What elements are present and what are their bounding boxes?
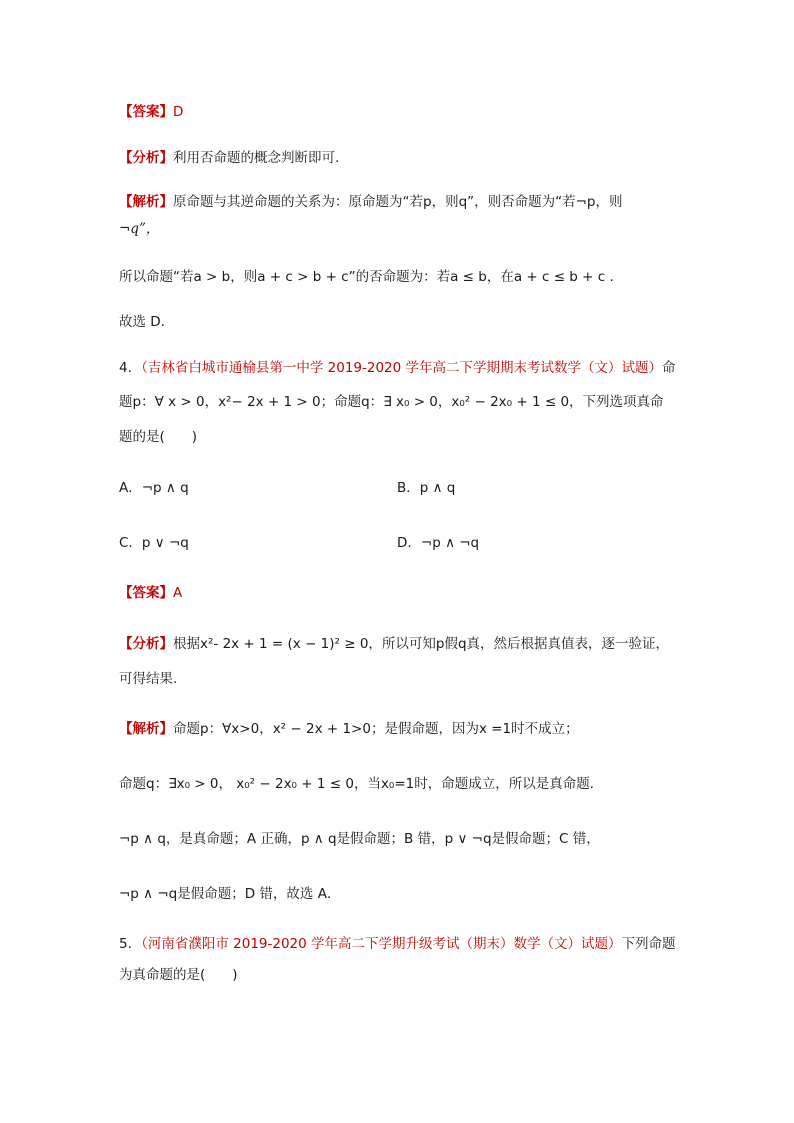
- q4-solution-line-4: [119, 885, 676, 903]
- q4-stem-line-1: [119, 359, 676, 377]
- solution-text: ¬q”，: [119, 221, 160, 237]
- conclusion-text: 故选 D.: [119, 314, 165, 330]
- q3-solution-line-2: [119, 220, 676, 238]
- solution-text: 所以命题“若a > b，则a + c > b + c”的否命题为：若a ≤ b，在a + c ≤ b + c .: [119, 269, 614, 285]
- option-a: [119, 479, 189, 497]
- solution-tag: 【解析】: [119, 721, 173, 737]
- analysis-text: 根据x²- 2x + 1 = (x − 1)² ≥ 0，所以可知p假q真，然后根据真值表，逐一验证，: [173, 636, 670, 652]
- analysis-tag: 【分析】: [119, 150, 173, 166]
- option-c: [119, 534, 189, 552]
- q4-solution-line-3: [119, 830, 676, 848]
- question-stem: 为真命题的是( ): [119, 967, 238, 983]
- solution-text: ¬p ∧ q，是真命题；A 正确，p ∧ q是假命题；B 错，p ∨ ¬q是假命题；C 错，: [119, 831, 600, 847]
- q4-analysis-line-1: [119, 635, 676, 653]
- solution-tag: 【解析】: [119, 194, 173, 210]
- answer-tag: 【答案】: [119, 585, 173, 601]
- question-stem: 题的是( ): [119, 429, 198, 445]
- answer-value: D: [173, 104, 184, 120]
- q3-analysis-line: [119, 149, 676, 167]
- question-source: （吉林省白城市通榆县第一中学 2019-2020 学年高二下学期期末考试数学（文）试题）: [141, 360, 663, 376]
- answer-value: A: [173, 585, 183, 601]
- q4-analysis-line-2: [119, 670, 676, 688]
- option-a-text: A．¬p ∧ q: [119, 480, 189, 496]
- q4-stem-line-3: [119, 428, 676, 446]
- question-source: （河南省濮阳市 2019-2020 学年高二下学期升级考试（期末）数学（文）试题）: [141, 936, 622, 952]
- q3-solution-line-1: [119, 193, 676, 211]
- question-number: 5．: [119, 936, 142, 952]
- q4-stem-line-2: [119, 393, 676, 411]
- q5-stem-line-1: [119, 935, 676, 953]
- option-b-text: B．p ∧ q: [397, 480, 456, 496]
- solution-text: 命题q：∃x₀ > 0， x₀² − 2x₀ + 1 ≤ 0，当x₀=1时，命题成立，所以是真命题．: [119, 776, 604, 792]
- q3-answer-line: [119, 103, 676, 121]
- q3-solution-line-3: [119, 268, 676, 286]
- option-d-text: D．¬p ∧ ¬q: [397, 535, 480, 551]
- question-stem: 题p：∀ x > 0，x²− 2x + 1 > 0；命题q：∃ x₀ > 0，x₀² − 2x₀ + 1 ≤ 0，下列选项真命: [119, 394, 664, 410]
- question-stem: 下列命题: [621, 936, 676, 952]
- option-d: [397, 534, 479, 552]
- option-b: [397, 479, 455, 497]
- q3-conclusion: [119, 313, 676, 331]
- solution-text: 原命题与其逆命题的关系为：原命题为“若p，则q”，则否命题为“若¬p，则: [173, 194, 623, 210]
- q5-stem-line-2: [119, 966, 676, 984]
- analysis-text: 可得结果.: [119, 671, 178, 687]
- solution-text: 命题p：∀x>0，x² − 2x + 1>0；是假命题，因为x =1时不成立；: [173, 721, 579, 737]
- answer-tag: 【答案】: [119, 104, 173, 120]
- option-c-text: C．p ∨ ¬q: [119, 535, 189, 551]
- analysis-text: 利用否命题的概念判断即可.: [173, 150, 340, 166]
- question-stem: 命: [662, 360, 676, 376]
- q4-solution-line-2: [119, 775, 676, 793]
- analysis-tag: 【分析】: [119, 636, 173, 652]
- q4-solution-line-1: [119, 720, 676, 738]
- question-number: 4．: [119, 360, 142, 376]
- q4-answer-line: [119, 584, 676, 602]
- solution-text: ¬p ∧ ¬q是假命题；D 错，故选 A．: [119, 886, 341, 902]
